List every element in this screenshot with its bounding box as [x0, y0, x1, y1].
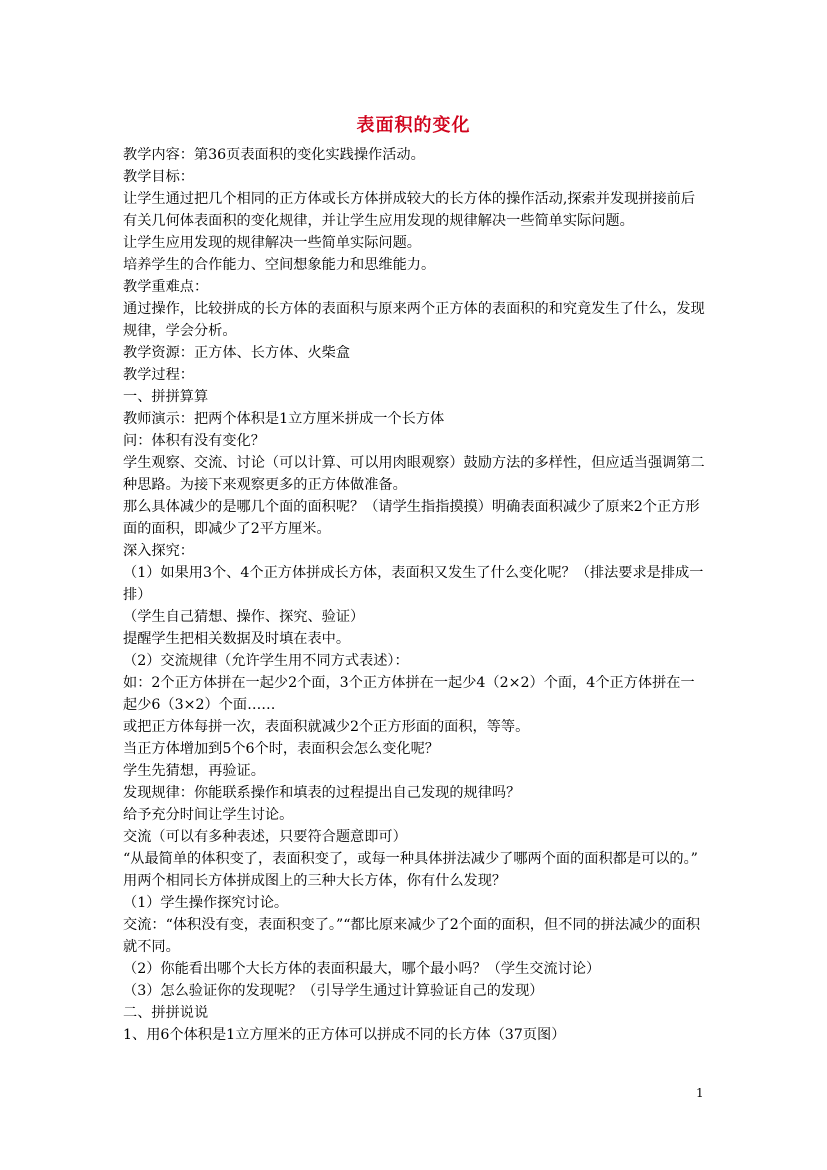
paragraph: 二、拼拼说说 — [123, 1005, 209, 1021]
paragraph: 教师演示：把两个体积是1立方厘米拼成一个长方体 — [123, 411, 445, 427]
paragraph: 给予充分时间让学生讨论。 — [123, 807, 294, 823]
paragraph: 或把正方体每拼一次，表面积就减少2个正方形面的面积，等等。 — [123, 719, 530, 735]
paragraph: （1）如果用3个、4个正方体拼成长方体，表面积又发生了什么变化呢？（排法要求是排成一排） — [123, 565, 704, 603]
paragraph: （学生自己猜想、操作、探究、验证） — [123, 609, 365, 625]
paragraph: 交流：“体积没有变，表面积变了。”“都比原来减少了2个面的面积，但不同的拼法减少的面积就不同。 — [123, 917, 701, 955]
paragraph: 如：2个正方体拼在一起少2个面，3个正方体拼在一起少4（2×2）个面，4个正方体拼在一起少6（3×2）个面…… — [123, 675, 695, 713]
paragraph: 通过操作，比较拼成的长方体的表面积与原来两个正方体的表面积的和究竟发生了什么，发现规律，学会分析。 — [123, 301, 705, 339]
paragraph: 交流（可以有多种表述，只要符合题意即可） — [123, 829, 407, 845]
paragraph: 教学内容：第36页表面积的变化实践操作活动。 — [123, 147, 425, 163]
paragraph: （3）怎么验证你的发现呢？（引导学生通过计算验证自己的发现） — [123, 983, 544, 999]
document-title: 表面积的变化 — [356, 115, 471, 136]
paragraph: （2）交流规律（允许学生用不同方式表述）： — [123, 653, 409, 669]
paragraph: “从最简单的体积变了，表面积变了，或每一种具体拼法减少了哪两个面的面积都是可以的。” — [123, 851, 698, 867]
document-body — [123, 144, 708, 1046]
page-number: 1 — [696, 1086, 704, 1100]
paragraph: 让学生应用发现的规律解决一些简单实际问题。 — [123, 235, 421, 251]
paragraph: 学生观察、交流、讨论（可以计算、可以用肉眼观察）鼓励方法的多样性，但应适当强调第二种思路。为接下来观察更多的正方体做准备。 — [123, 455, 705, 493]
paragraph: 当正方体增加到5个6个时，表面积会怎么变化呢？ — [123, 741, 439, 757]
paragraph: 教学目标： — [123, 169, 194, 185]
paragraph: 教学资源：正方体、长方体、火柴盒 — [123, 345, 351, 361]
paragraph: 学生先猜想，再验证。 — [123, 763, 265, 779]
paragraph: 用两个相同长方体拼成图上的三种大长方体，你有什么发现？ — [123, 873, 507, 889]
paragraph: 那么具体减少的是哪几个面的面积呢？（请学生指指摸摸）明确表面积减少了原来2个正方形面的面积，即减少了2平方厘米。 — [123, 499, 700, 537]
paragraph: 教学重难点： — [123, 279, 209, 295]
paragraph: 发现规律：你能联系操作和填表的过程提出自己发现的规律吗？ — [123, 785, 521, 801]
paragraph: （2）你能看出哪个大长方体的表面积最大，哪个最小吗？（学生交流讨论） — [123, 961, 601, 977]
paragraph: 1、用6个体积是1立方厘米的正方体可以拼成不同的长方体（37页图） — [123, 1027, 566, 1043]
paragraph: 让学生通过把几个相同的正方体或长方体拼成较大的长方体的操作活动,探索并发现拼接前后有关几何体表面积的变化规律，并让学生应用发现的规律解决一些简单实际问题。 — [123, 191, 696, 229]
paragraph: 一、拼拼算算 — [123, 389, 209, 405]
paragraph: 提醒学生把相关数据及时填在表中。 — [123, 631, 351, 647]
paragraph: 培养学生的合作能力、空间想象能力和思维能力。 — [123, 257, 436, 273]
paragraph: （1）学生操作探究讨论。 — [123, 895, 289, 911]
paragraph: 深入探究： — [123, 543, 194, 559]
paragraph: 问：体积有没有变化？ — [123, 433, 265, 449]
paragraph: 教学过程： — [123, 367, 194, 383]
